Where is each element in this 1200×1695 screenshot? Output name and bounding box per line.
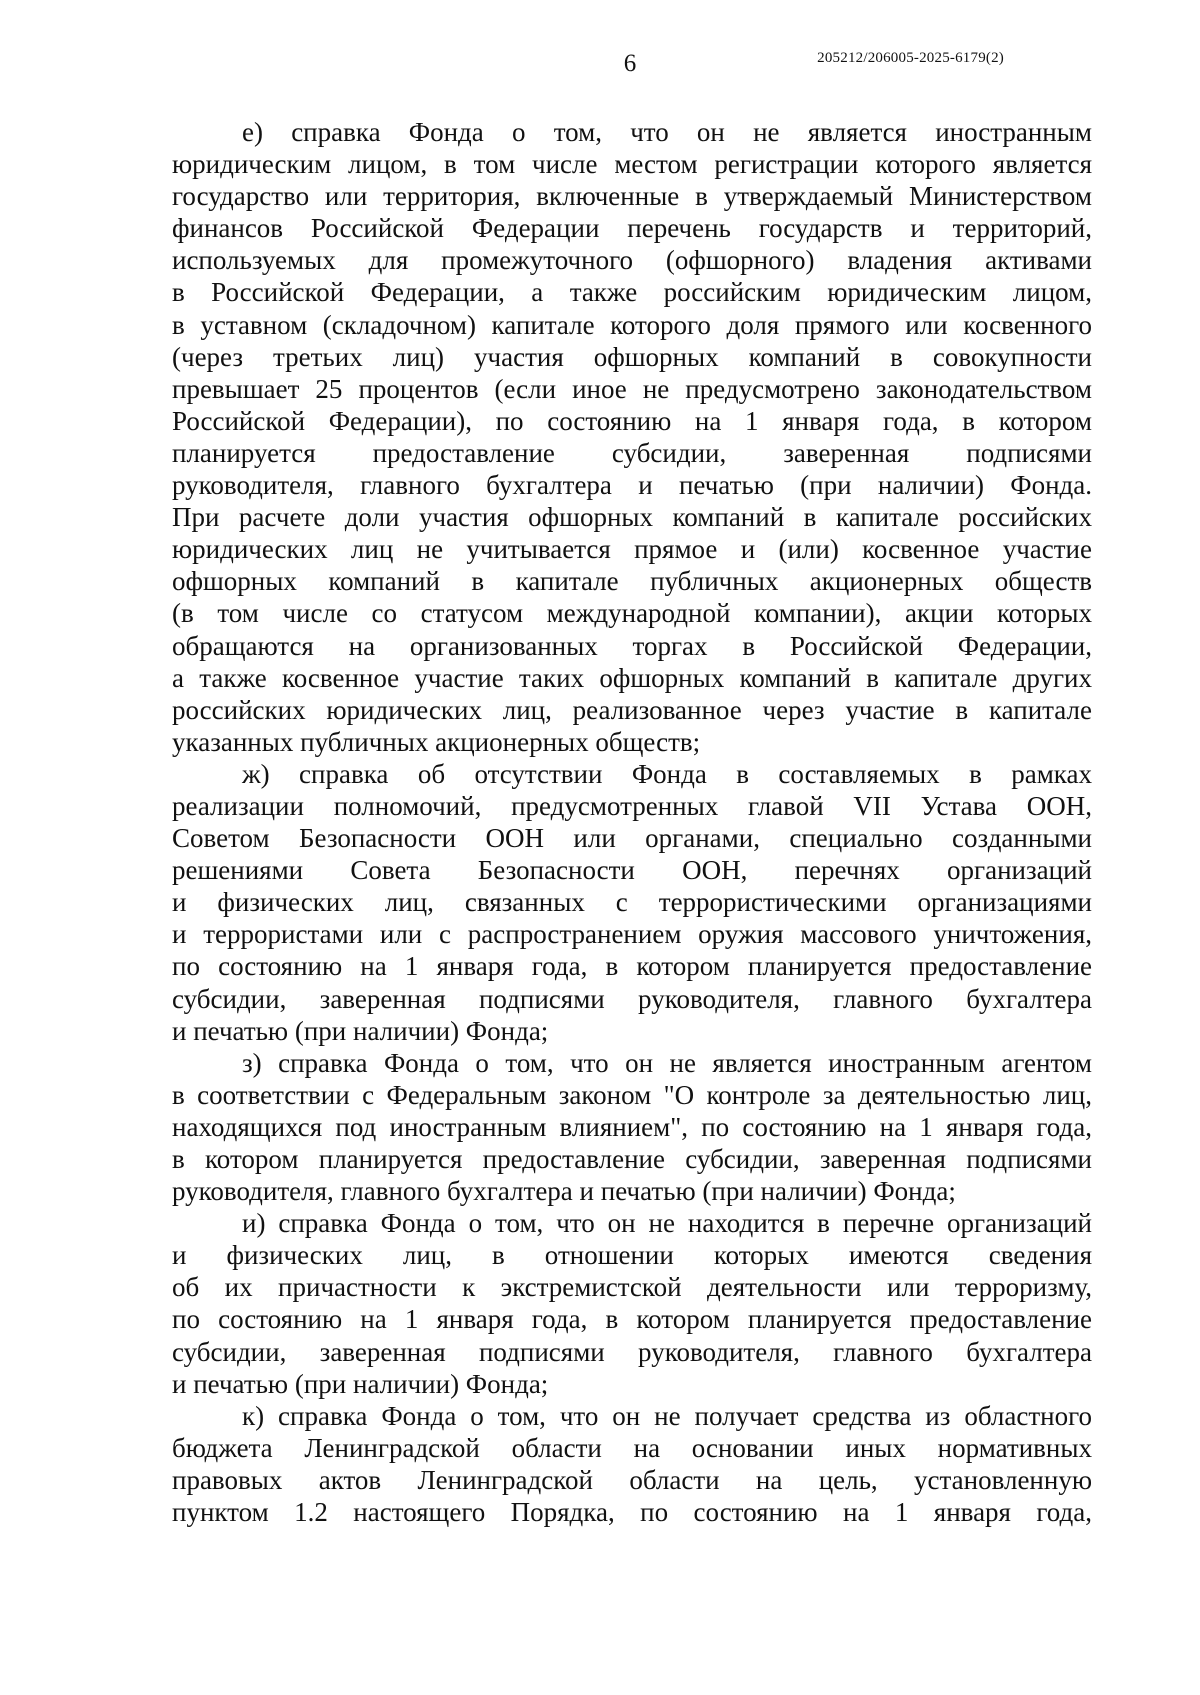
text-line: указанных публичных акционерных обществ; — [172, 726, 701, 757]
text-line: в уставном (складочном) капитале которого доля прямого или косвенного — [172, 309, 1092, 340]
text-line: а также косвенное участие таких офшорных компаний в капитале других — [172, 662, 1092, 693]
text-line: превышает 25 процентов (если иное не предусмотрено законодательством — [172, 373, 1092, 404]
text-line: руководителя, главного бухгалтера и печатью (при наличии) Фонда. — [172, 470, 1092, 501]
text-line: правовых актов Ленинградской области на цель, установленную — [172, 1464, 1092, 1495]
text-line: и печатью (при наличии) Фонда; — [172, 1015, 549, 1046]
text-line: субсидии, заверенная подписями руководителя, главного бухгалтера — [172, 983, 1092, 1014]
text-line: используемых для промежуточного (офшорного) владения активами — [172, 245, 1092, 276]
text-line: реализации полномочий, предусмотренных главой VII Устава ООН, — [172, 790, 1092, 821]
text-line: планируется предоставление субсидии, заверенная подписями — [172, 437, 1092, 468]
text-line: обращаются на организованных торгах в Российской Федерации, — [172, 630, 1092, 661]
text-line: в котором планируется предоставление субсидии, заверенная подписями — [172, 1144, 1092, 1174]
text-line: об их причастности к экстремистской деятельности или терроризму, — [172, 1272, 1092, 1303]
text-line: юридических лиц не учитывается прямое и (или) косвенное участие — [172, 534, 1092, 565]
text-line: и печатью (при наличии) Фонда; — [172, 1368, 549, 1399]
text-line: и террористами или с распространением оружия массового уничтожения, — [172, 919, 1092, 950]
text-line: офшорных компаний в капитале публичных акционерных обществ — [172, 566, 1092, 597]
text-line: к) справка Фонда о том, что он не получает средства из областного — [242, 1400, 1092, 1431]
text-line: в Российской Федерации, а также российским юридическим лицом, — [172, 277, 1092, 308]
document-body — [172, 116, 1092, 1528]
text-line: субсидии, заверенная подписями руководителя, главного бухгалтера — [172, 1336, 1092, 1367]
page-number: 6 — [623, 50, 637, 77]
text-line: и) справка Фонда о том, что он не находится в перечне организаций — [242, 1208, 1092, 1239]
text-line: (в том числе со статусом международной компании), акции которых — [172, 598, 1092, 629]
text-line: решениями Совета Безопасности ООН, перечнях организаций — [172, 855, 1092, 886]
text-line: и физических лиц, в отношении которых имеются сведения — [172, 1240, 1092, 1271]
text-line: руководителя, главного бухгалтера и печатью (при наличии) Фонда; — [172, 1176, 956, 1207]
text-line: финансов Российской Федерации перечень государств и территорий, — [172, 213, 1092, 244]
text-line: государство или территория, включенные в утверждаемый Министерством — [172, 181, 1092, 212]
text-line: российских юридических лиц, реализованное через участие в капитале — [172, 694, 1092, 725]
document-id: 205212/206005-2025-6179(2) — [817, 50, 1004, 66]
text-line: Российской Федерации), по состоянию на 1 января года, в котором — [172, 405, 1092, 436]
text-line: и физических лиц, связанных с террористическими организациями — [172, 887, 1092, 918]
text-line: бюджета Ленинградской области на основании иных нормативных — [172, 1432, 1092, 1463]
text-line: юридическим лицом, в том числе местом регистрации которого является — [172, 149, 1092, 180]
text-line: по состоянию на 1 января года, в котором планируется предоставление — [172, 1304, 1092, 1335]
text-line: пунктом 1.2 настоящего Порядка, по состоянию на 1 января года, — [172, 1497, 1092, 1528]
text-line: При расчете доли участия офшорных компаний в капитале российских — [172, 502, 1092, 533]
text-line: ж) справка об отсутствии Фонда в составляемых в рамках — [242, 758, 1092, 789]
text-line: Советом Безопасности ООН или органами, специально созданными — [172, 823, 1092, 854]
text-line: в соответствии с Федеральным законом "О контроле за деятельностью лиц, — [172, 1079, 1092, 1110]
text-line: по состоянию на 1 января года, в котором планируется предоставление — [172, 951, 1092, 982]
text-line: е) справка Фонда о том, что он не является иностранным — [242, 117, 1092, 147]
text-line: з) справка Фонда о том, что он не является иностранным агентом — [242, 1047, 1092, 1078]
text-line: (через третьих лиц) участия офшорных компаний в совокупности — [172, 341, 1092, 372]
text-line: находящихся под иностранным влиянием", по состоянию на 1 января года, — [172, 1111, 1092, 1142]
